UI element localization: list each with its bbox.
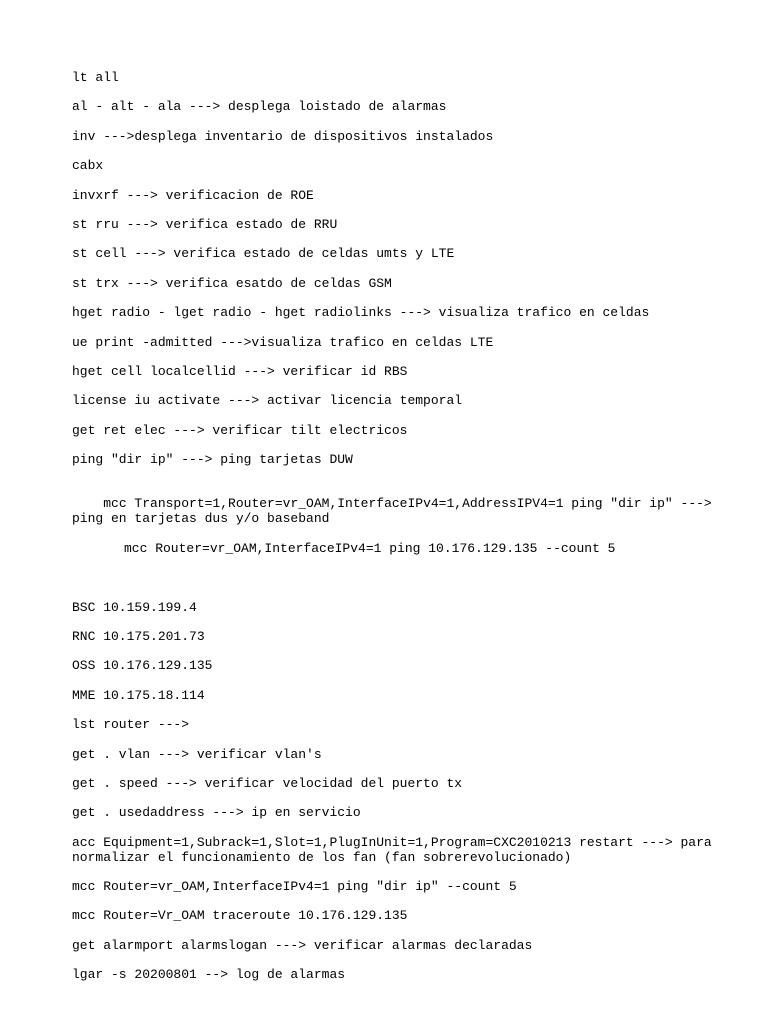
text-line: hget radio - lget radio - hget radiolinks ---> visualiza trafico en celdas [72, 305, 650, 321]
text-line: st trx ---> verifica esatdo de celdas GSM [72, 275, 392, 291]
text-line: get . speed ---> verificar velocidad del puerto tx [72, 775, 463, 791]
text-line: get . usedaddress ---> ip en servicio [72, 805, 361, 821]
text-line: ue print -admitted --->visualiza trafico en celdas LTE [72, 334, 494, 350]
text-line: invxrf ---> verificacion de ROE [72, 187, 314, 203]
text-line: get ret elec ---> verificar tilt electricos [72, 422, 408, 438]
text-line: MME 10.175.18.114 [72, 687, 205, 703]
text-line: al - alt - ala ---> desplega loistado de alarmas [72, 99, 447, 115]
text-line: lt all [72, 70, 119, 85]
text-line: get . vlan ---> verificar vlan's [72, 746, 322, 762]
mcc-ping-indented-text: mcc Router=vr_OAM,InterfaceIPv4=1 ping 10.176.129.135 --count 5 [124, 540, 616, 556]
text-line: cabx [72, 158, 104, 174]
text-line: inv --->desplega inventario de dispositivos instalados [72, 128, 494, 144]
text-line: st rru ---> verifica estado de RRU [72, 216, 338, 232]
mcc-ping-block [72, 482, 720, 586]
document-page [72, 70, 720, 998]
text-line: get alarmport alarmslogan ---> verificar alarmas declaradas [72, 937, 533, 953]
text-line: mcc Router=Vr_OAM traceroute 10.176.129.135 [72, 908, 408, 924]
text-line: mcc Router=vr_OAM,InterfaceIPv4=1 ping "dir ip" --count 5 [72, 878, 517, 894]
text-line: st cell ---> verifica estado de celdas umts y LTE [72, 246, 455, 262]
text-line: ping "dir ip" ---> ping tarjetas DUW [72, 452, 353, 468]
text-line: BSC 10.159.199.4 [72, 599, 197, 615]
text-line: lgar -s 20200801 --> log de alarmas [72, 967, 346, 983]
text-line: hget cell localcellid ---> verificar id RBS [72, 363, 408, 379]
text-line: lst router ---> [72, 717, 190, 733]
text-line: license iu activate ---> activar licencia temporal [72, 393, 463, 409]
mcc-ping-text: mcc Transport=1,Router=vr_OAM,InterfaceIPv4=1,AddressIPV4=1 ping "dir ip" ---> ping en tarjetas dus y/o baseband [72, 496, 720, 527]
text-line: OSS 10.176.129.135 [72, 658, 213, 674]
text-line: acc Equipment=1,Subrack=1,Slot=1,PlugInUnit=1,Program=CXC2010213 restart ---> para normalizar el funcionamiento de los fan (fan sobrerevolucionado) [72, 834, 720, 865]
text-line: RNC 10.175.201.73 [72, 629, 205, 645]
